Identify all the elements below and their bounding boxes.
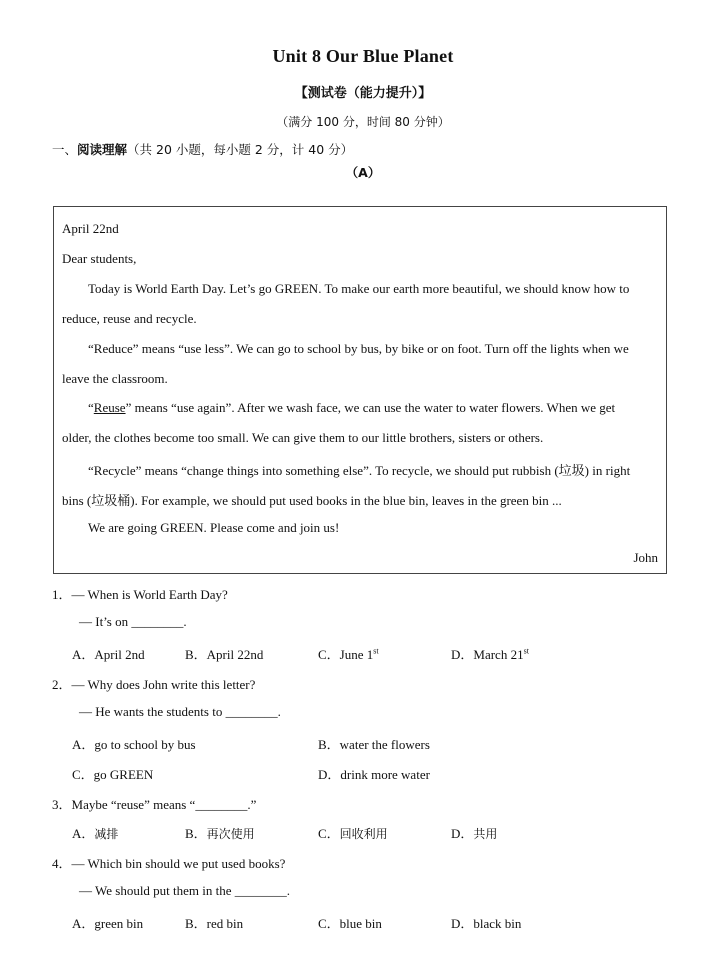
paragraph-3-line-1 <box>88 400 615 416</box>
option-label: C． <box>72 767 94 782</box>
underlined-word-reuse: Reuse <box>93 400 126 415</box>
question-text: — Why does John write this letter? <box>71 677 256 692</box>
option-label: D． <box>318 767 341 782</box>
paragraph-4-line-1: “Recycle” means “change things into something else”. To recycle, we should put rubbish (垃圾) in right <box>88 463 631 478</box>
paragraph-1-line-1: Today is World Earth Day. Let’s go GREEN. To make our earth more beautiful, we should know how to <box>88 281 630 296</box>
question-text: — Which bin should we put used books? <box>71 856 286 871</box>
paragraph-3-line-1-rest: ” means “use again”. After we wash face, we can use the water to water flowers. When we get <box>125 400 616 415</box>
option-text: 共用 <box>473 827 498 841</box>
question-2-option-a <box>72 734 196 753</box>
question-1-option-b <box>185 644 263 663</box>
question-4 <box>52 853 285 872</box>
question-4-option-a <box>72 913 143 932</box>
document-subtitle: 【测试卷（能力提升）】 <box>294 86 432 101</box>
paragraph-2-line-1: “Reduce” means “use less”. We can go to school by bus, by bike or on foot. Turn off the lights when we <box>88 341 629 356</box>
option-text: March 21 <box>473 647 524 662</box>
question-3-option-a <box>72 823 118 842</box>
question-1-answer-line: — It’s on ________. <box>79 614 187 629</box>
open-quote: “ <box>88 400 94 415</box>
passage-box <box>53 206 667 574</box>
option-text: 再次使用 <box>206 827 255 841</box>
question-4-option-b <box>185 913 243 932</box>
option-text: 回收利用 <box>339 827 388 841</box>
question-3-option-c <box>318 823 388 842</box>
option-label: B． <box>185 916 207 931</box>
option-text: April 22nd <box>206 647 264 662</box>
question-3-option-d <box>451 823 497 842</box>
question-text: Maybe “reuse” means “________.” <box>71 797 257 812</box>
question-text: — When is World Earth Day? <box>71 587 228 602</box>
question-4-answer-line: — We should put them in the ________. <box>79 883 291 898</box>
option-label: C． <box>318 647 340 662</box>
option-text: red bin <box>206 916 244 931</box>
question-number: 1． <box>52 587 72 602</box>
option-text: water the flowers <box>339 737 430 752</box>
option-text: green bin <box>94 916 144 931</box>
option-text: blue bin <box>339 916 382 931</box>
question-number: 2． <box>52 677 72 692</box>
option-text: 减排 <box>94 827 119 841</box>
document-title: Unit 8 Our Blue Planet <box>272 46 454 66</box>
option-text: drink more water <box>340 767 430 782</box>
option-label: D． <box>451 647 474 662</box>
question-1-option-d <box>451 644 529 663</box>
paragraph-5: We are going GREEN. Please come and join us! <box>88 520 340 535</box>
question-4-option-d <box>451 913 521 932</box>
question-2 <box>52 674 255 693</box>
option-label: B． <box>185 826 207 841</box>
section-detail: （共 20 小题，每小题 2 分，计 40 分） <box>127 142 354 157</box>
option-text: go GREEN <box>93 767 154 782</box>
score-note: （满分 100 分，时间 80 分钟） <box>276 115 450 129</box>
option-label: D． <box>451 826 474 841</box>
section-name: 阅读理解 <box>77 142 128 157</box>
option-label: B． <box>185 647 207 662</box>
question-1-option-c <box>318 644 379 663</box>
option-label: D． <box>451 916 474 931</box>
option-label: A． <box>72 826 95 841</box>
question-4-option-c <box>318 913 382 932</box>
option-label: B． <box>318 737 340 752</box>
question-2-option-d <box>318 764 430 783</box>
section-heading <box>52 140 353 158</box>
option-text: black bin <box>473 916 522 931</box>
passage-label: （A） <box>345 165 381 180</box>
letter-date: April 22nd <box>62 221 119 236</box>
letter-greeting: Dear students, <box>62 251 137 266</box>
section-prefix: 一、 <box>52 142 78 157</box>
letter-signature: John <box>633 550 658 565</box>
question-2-option-b <box>318 734 430 753</box>
question-2-option-c <box>72 764 153 783</box>
option-text: April 2nd <box>94 647 145 662</box>
option-text: June 1 <box>339 647 374 662</box>
paragraph-1-line-2: reduce, reuse and recycle. <box>62 311 197 326</box>
paragraph-4-line-2: bins (垃圾桶). For example, we should put used books in the blue bin, leaves in the green bin ... <box>62 493 562 508</box>
option-label: C． <box>318 916 340 931</box>
option-label: A． <box>72 647 95 662</box>
question-2-answer-line: — He wants the students to ________. <box>79 704 281 719</box>
option-text: go to school by bus <box>94 737 196 752</box>
option-label: A． <box>72 737 95 752</box>
question-3-option-b <box>185 823 255 842</box>
option-superscript: st <box>523 646 529 656</box>
paragraph-3-line-2: older, the clothes become too small. We can give them to our little brothers, sisters or others. <box>62 430 544 445</box>
question-3 <box>52 794 256 813</box>
option-label: C． <box>318 826 340 841</box>
question-1 <box>52 584 228 603</box>
question-number: 4． <box>52 856 72 871</box>
question-1-option-a <box>72 644 145 663</box>
option-superscript: st <box>373 646 379 656</box>
option-label: A． <box>72 916 95 931</box>
question-number: 3． <box>52 797 72 812</box>
paragraph-2-line-2: leave the classroom. <box>62 371 168 386</box>
